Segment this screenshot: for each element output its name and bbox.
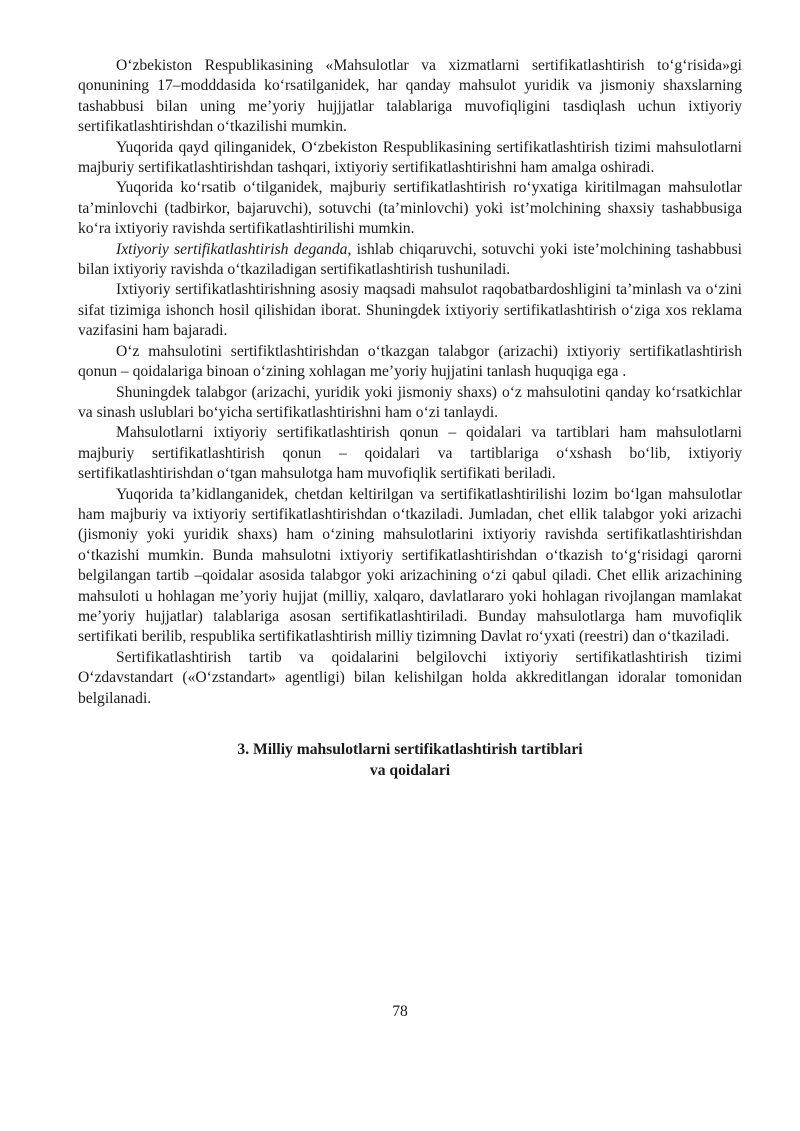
section-heading: [78, 739, 742, 781]
definition-paragraph: [78, 240, 742, 281]
section-heading-line-2: va qoidalari: [369, 762, 451, 779]
paragraph-2: Yuqorida qayd qilinganidek, O‘zbekiston Respublikasining sertifikatlashtirish tizimi mahsulotlarni majburiy sertifikatlashtirishdan tashqari, ixtiyoriy sertifikatlashtirishni ham amalga oshiradi.: [78, 138, 742, 177]
paragraph-9: Yuqorida ta’kidlanganidek, chetdan keltirilgan va sertifikatlashtirilishi lozim bo‘lgan mahsulotlar ham majburiy va ixtiyoriy sertifikatlashtirishdan o‘tkaziladi. Jumladan, chet ellik talabgor yoki arizachi (jismoniy yoki yuridik shaxs) ham o‘zining mahsulotlarini ixtiyoriy ravishda sertifikatlashtirishdan o‘tkazishi mumkin. Bunda mahsulotni ixtiyoriy sertifikatlashtirishdan o‘tkazish to‘g‘risidagi qarorni belgilangan tartib –qoidalar asosida talabgor yoki arizachining o‘zi qabul qiladi. Chet ellik arizachining mahsuloti u hohlagan me’yoriy hujjat (milliy, xalqaro, davlatlararo yoki hohlagan rivojlangan mamlakat me’yoriy hujjatlar) talablariga asosan sertifikatlashtiriladi. Bunday mahsulotlarga ham muvofiqlik sertifikati berilib, respublika sertifikatlashtirish milliy tizimning Davlat ro‘yxati (reestri) dan o‘tkaziladi.: [78, 485, 742, 646]
section-heading-line-1: 3. Milliy mahsulotlarni sertifikatlashtirish tartiblari: [237, 741, 583, 758]
paragraph-3: Yuqorida ko‘rsatib o‘tilganidek, majburiy sertifikatlashtirish ro‘yxatiga kiritilmagan mahsulotlar ta’minlovchi (tadbirkor, bajaruvchi), sotuvchi (ta’minlovchi) yoki ist’molchining shaxsiy tashabbusiga ko‘ra ixtiyoriy ravishda sertifikatlashtirilishi mumkin.: [78, 179, 742, 238]
page-number: 78: [392, 1003, 408, 1020]
paragraph-10: Sertifikatlashtirish tartib va qoidalarini belgilovchi ixtiyoriy sertifikatlashtirish tizimi O‘zdavstandart («O‘zstandart» agentligi) bilan kelishilgan holda akkreditlangan idoralar tomonidan belgilanadi.: [78, 648, 742, 707]
paragraph-8: Mahsulotlarni ixtiyoriy sertifikatlashtirish qonun – qoidalari va tartiblari ham mahsulotlarni majburiy sertifikatlashtirish qonun – qoidalari va tartiblariga o‘xshash bo‘lib, ixtiyoriy sertifikatlashtirishdan o‘tgan mahsulotga ham muvofiqlik sertifikati beriladi.: [78, 424, 742, 483]
paragraph-7: Shuningdek talabgor (arizachi, yuridik yoki jismoniy shaxs) o‘z mahsulotini qanday ko‘rsatkichlar va sinash uslublari bo‘yicha sertifikatlashtirishni ham o‘zi tanlaydi.: [78, 383, 742, 421]
defined-term: Ixtiyoriy sertifikatlashtirish deganda: [116, 240, 348, 258]
paragraph-5: Ixtiyoriy sertifikatlashtirishning asosiy maqsadi mahsulot raqobatbardoshligini ta’minlash va o‘zini sifat tizimiga ishonch hosil qilishidan iborat. Shuningdek ixtiyoriy sertifikatlashtirish o‘ziga xos reklama vazifasini ham bajaradi.: [78, 281, 742, 340]
document-page: [78, 56, 742, 781]
definition-text: , ishlab chiqaruvchi, sotuvchi yoki iste’molchining tashabbusi bilan ixtiyoriy ravishda o‘tkaziladigan sertifikatlashtirish tushuniladi.: [78, 240, 742, 279]
paragraph-1: O‘zbekiston Respublikasining «Mahsulotlar va xizmatlarni sertifikatlashtirish to‘g‘risida»gi qonunining 17–modddasida ko‘rsatilganidek, har qanday mahsulot yuridik va jismoniy shaxslarning tashabbusi bilan uning me’yoriy hujjjatlar talablariga muvofiqligini tasdiqlash uchun ixtiyoriy sertifikatlashtirishdan o‘tkazilishi mumkin.: [78, 57, 742, 136]
paragraph-6: O‘z mahsulotini sertifiktlashtirishdan o‘tkazgan talabgor (arizachi) ixtiyoriy sertifikatlashtirish qonun – qoidalariga binoan o‘zining xohlagan me’yoriy hujjatini tanlash huquqiga ega .: [78, 342, 742, 381]
